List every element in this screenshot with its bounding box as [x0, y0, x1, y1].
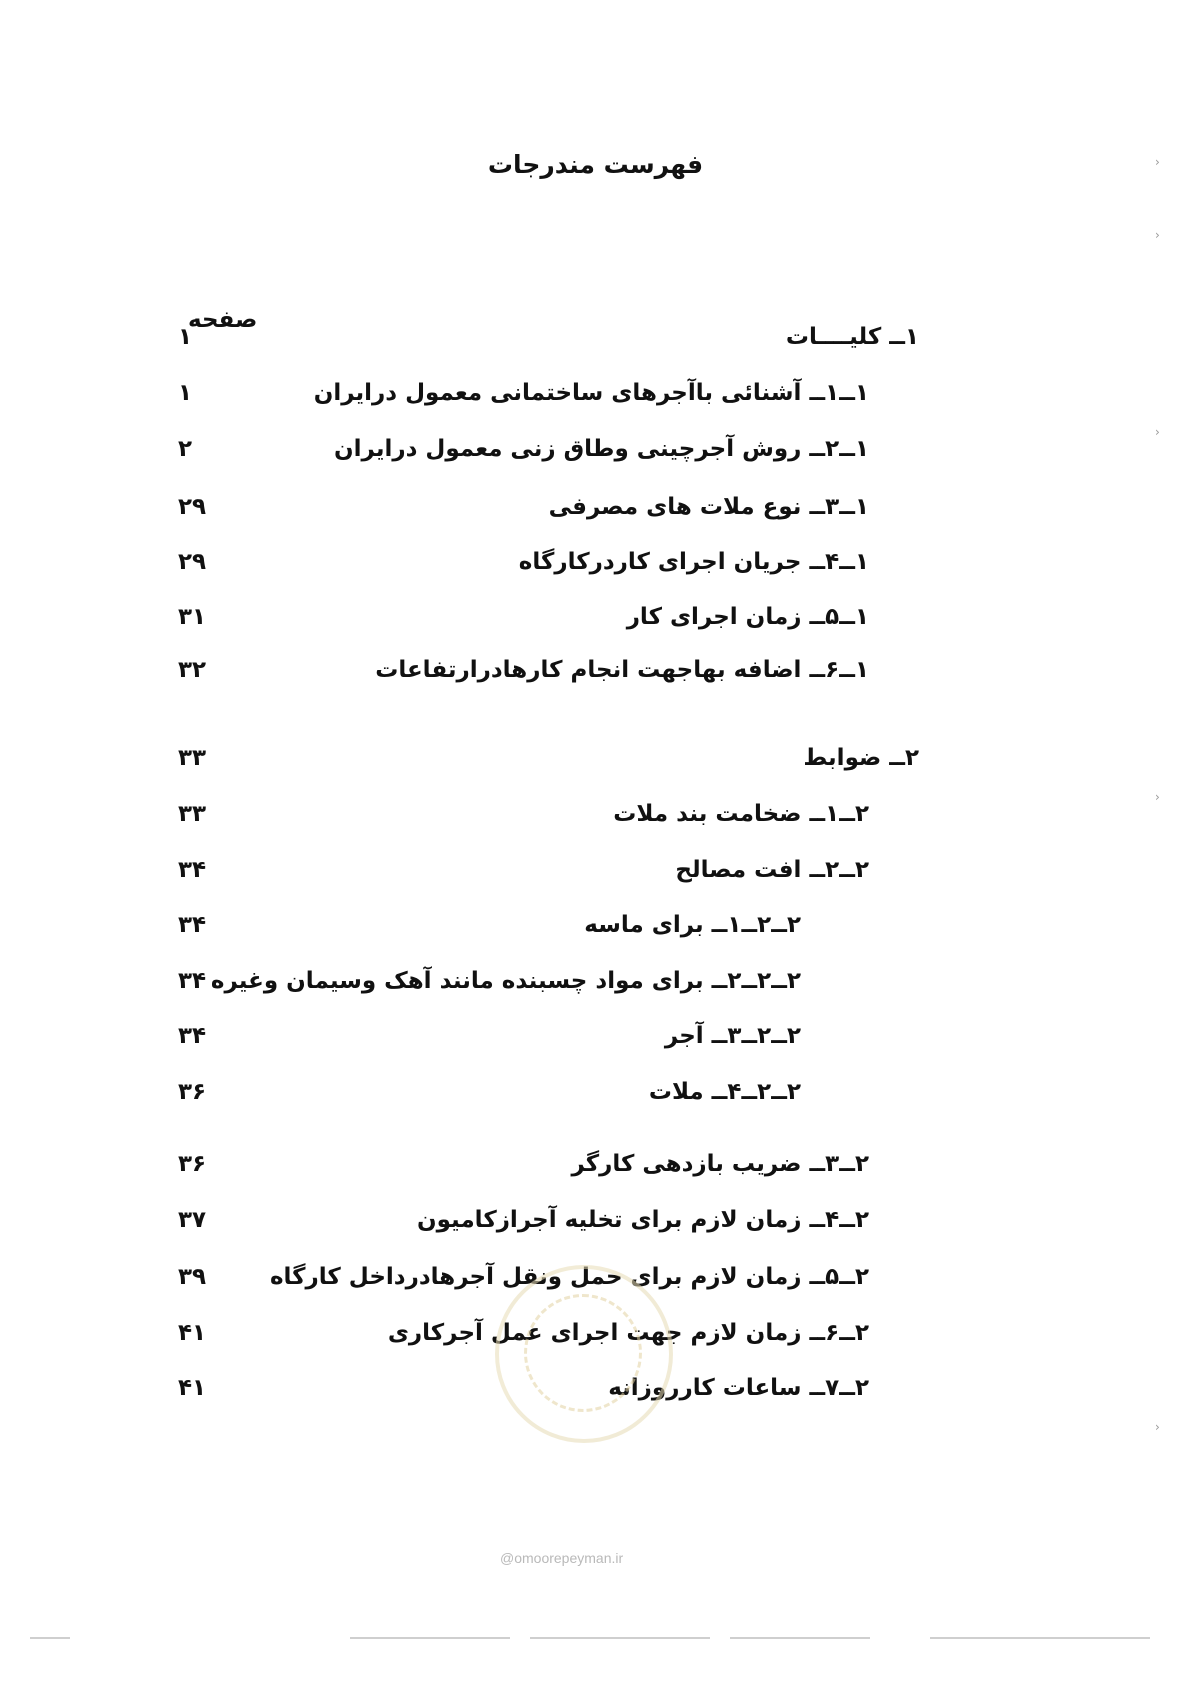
toc-entry[interactable]: [0, 373, 1191, 413]
margin-mark: ›: [1155, 1420, 1160, 1434]
toc-entry-text: ۲ــ۵ــ زمان لازم برای حمل ونقل آجرهادرداخل کارگاه: [269, 1264, 869, 1290]
page-column-label: صفحه: [188, 307, 258, 333]
toc-section[interactable]: [0, 317, 1191, 357]
toc-entry-text: ۲ــ۲ــ۲ــ برای مواد چسبنده مانند آهک وسیمان وغیره: [210, 968, 801, 994]
toc-entry-text: ۲ــ۶ــ زمان لازم جهت اجرای عمل آجرکاری: [387, 1320, 869, 1346]
toc-page-number: ۱: [178, 324, 193, 350]
toc-entry-text: ۲ــ۴ــ زمان لازم برای تخلیه آجرازکامیون: [417, 1207, 869, 1233]
scan-edge-line: [730, 1637, 870, 1639]
toc-entry[interactable]: [0, 1144, 1191, 1184]
toc-page-number: ۲: [178, 436, 193, 462]
toc-entry-text: ۱ــ۴ــ جریان اجرای کاردرکارگاه: [518, 549, 869, 575]
scan-edge-line: [350, 1637, 510, 1639]
toc-entry-text: ۲ــ۳ــ ضریب بازدهی کارگر: [571, 1151, 869, 1177]
toc-subentry[interactable]: [0, 1016, 1191, 1056]
toc-page-number: ۳۲: [178, 657, 207, 683]
toc-entry-text: ۲ــ ضوابط: [803, 745, 919, 771]
margin-mark: ›: [1155, 425, 1160, 439]
toc-page-number: ۲۹: [178, 549, 207, 575]
toc-page-number: ۳۴: [178, 1023, 207, 1049]
toc-page-number: ۳۴: [178, 857, 207, 883]
toc-page-number: ۳۳: [178, 745, 207, 771]
toc-section[interactable]: [0, 738, 1191, 778]
toc-entry[interactable]: [0, 429, 1191, 469]
toc-entry[interactable]: [0, 597, 1191, 637]
toc-page-number: ۴۱: [178, 1375, 207, 1401]
margin-mark: ›: [1155, 228, 1160, 242]
toc-page-number: ۳۶: [178, 1151, 207, 1177]
toc-entry-text: ۲ــ۷ــ ساعات کارروزانه: [608, 1375, 869, 1401]
page-title: فهرست مندرجات: [487, 150, 704, 179]
scan-edge-line: [30, 1637, 70, 1639]
toc-page-number: ۲۹: [178, 494, 207, 520]
toc-entry[interactable]: [0, 542, 1191, 582]
margin-mark: ›: [1155, 155, 1160, 169]
toc-subentry[interactable]: [0, 961, 1191, 1001]
toc-entry-text: ۲ــ۲ــ۳ــ آجر: [664, 1023, 801, 1049]
toc-entry-text: ۲ــ۲ــ۴ــ ملات: [648, 1079, 801, 1105]
watermark-seal: [495, 1265, 673, 1443]
toc-entry[interactable]: [0, 650, 1191, 690]
scan-edge-line: [530, 1637, 710, 1639]
toc-page-number: ۳۴: [178, 968, 207, 994]
margin-mark: ›: [1155, 790, 1160, 804]
toc-entry-text: ۱ــ۲ــ روش آجرچینی وطاق زنی معمول درایران: [334, 436, 869, 462]
toc-entry[interactable]: [0, 850, 1191, 890]
toc-subentry[interactable]: [0, 1072, 1191, 1112]
toc-page-number: ۳۴: [178, 912, 207, 938]
toc-entry-text: ۱ــ۵ــ زمان اجرای کار: [626, 604, 869, 630]
toc-page-number: ۱: [178, 380, 193, 406]
toc-subentry[interactable]: [0, 905, 1191, 945]
scan-edge-line: [930, 1637, 1150, 1639]
toc-entry[interactable]: [0, 794, 1191, 834]
toc-page-number: ۳۱: [178, 604, 207, 630]
toc-entry-text: ۲ــ۲ــ۱ــ برای ماسه: [584, 912, 801, 938]
toc-page-number: ۳۶: [178, 1079, 207, 1105]
toc-entry-text: ۱ــ۶ــ اضافه بهاجهت انجام کارهادرارتفاعات: [375, 657, 869, 683]
toc-entry-text: ۲ــ۱ــ ضخامت بند ملات: [613, 801, 869, 827]
toc-page-number: ۳۹: [178, 1264, 207, 1290]
toc-entry-text: ۱ــ۱ــ آشنائی باآجرهای ساختمانی معمول درایران: [313, 380, 869, 406]
toc-page-number: ۴۱: [178, 1320, 207, 1346]
toc-entry-text: ۱ــ کلیــــات: [785, 324, 919, 350]
toc-entry-text: ۱ــ۳ــ نوع ملات های مصرفی: [548, 494, 869, 520]
toc-page-number: ۳۳: [178, 801, 207, 827]
toc-entry[interactable]: [0, 1200, 1191, 1240]
toc-entry-text: ۲ــ۲ــ افت مصالح: [675, 857, 869, 883]
toc-entry[interactable]: [0, 487, 1191, 527]
watermark-text: @omoorepeyman.ir: [500, 1550, 624, 1566]
toc-page-number: ۳۷: [178, 1207, 207, 1233]
